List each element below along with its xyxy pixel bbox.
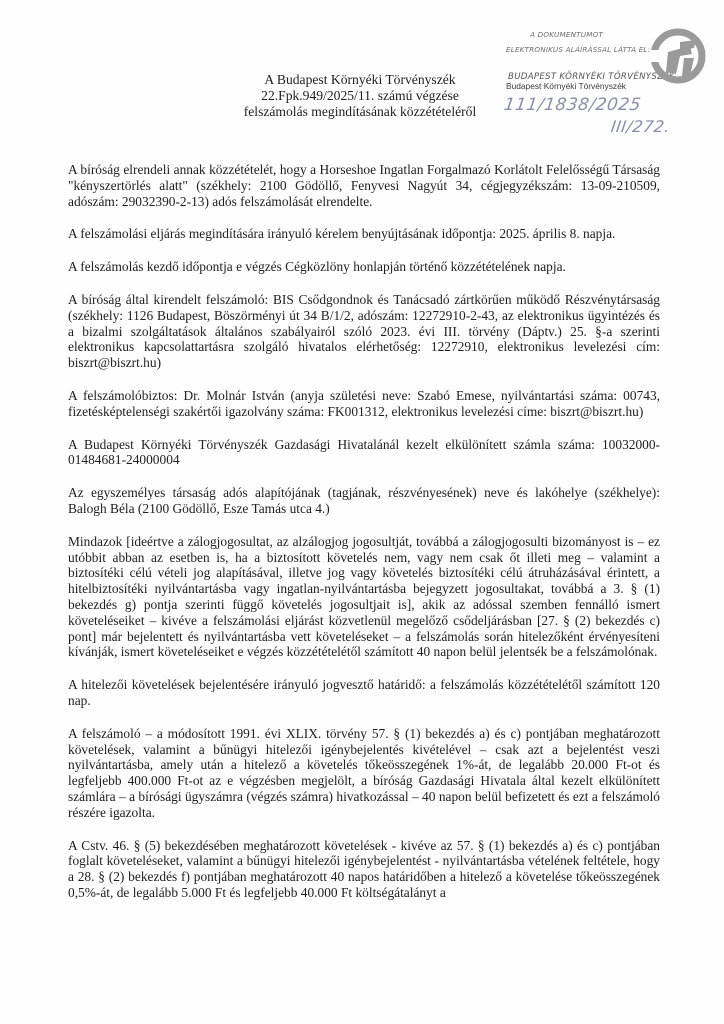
stamp-line-signed: ELEKTRONIKUS ALÁÍRÁSSAL LÁTTA EL: xyxy=(506,45,651,54)
paragraph-liquidator-commissioner: A felszámolóbiztos: Dr. Molnár István (anyja születési neve: Szabó Emese, nyilvántartási száma: 00743, fizetésképtelenségi szakértői igazolvány száma: FK001312, elektronikus levelezési címe: biszrt@biszrt.hu) xyxy=(68,387,660,419)
electronic-signature-stamp xyxy=(478,0,724,140)
paragraph-deadline: A hitelezői követelések bejelentésére irányuló jogvesztő határidő: a felszámolás közzétételétől számított 120 nap. xyxy=(68,677,660,708)
paragraph-request-date: A felszámolási eljárás megindítására irányuló kérelem benyújtásának időpontja: 2025. április 8. napja. xyxy=(68,226,616,242)
paragraph-liquidator: A bíróság által kirendelt felszámoló: BIS Csődgondnok és Tanácsadó zártkörűen működő Részvénytársaság (székhely: 1126 Budapest, Böszörményi út 34 B/1/2, adószám: 12272910-2-43, az elektronikus ügyintézés és a bizalmi szolgáltatások általános szabályairól szóló 2023. évi III. törvény (Dáptv.) 25. §-a szerinti elektronikus kapcsolattartásra szolgáló hivatalos elérhetőség: 12272910, elektronikus levelezési cím: biszrt@biszrt.hu) xyxy=(68,291,660,371)
document-title xyxy=(220,72,500,120)
title-case-number: 22.Fpk.949/2025/11. számú végzése xyxy=(261,88,459,103)
title-subject: felszámolás megindításának közzétételéről xyxy=(243,104,477,119)
handwritten-sub-number: III/272. xyxy=(609,117,672,136)
paragraph-founder: Az egyszemélyes társaság adós alapítójának (tagjának, részvényesének) neve és lakóhelye (székhelye): Balogh Béla (2100 Gödöllő, Esze Tamás utca 4.) xyxy=(68,485,660,516)
handwritten-file-number: 111/1838/2025 xyxy=(502,95,643,115)
title-court: A Budapest Környéki Törvényszék xyxy=(264,72,456,87)
stamp-line-document: A DOKUMENTUMOT xyxy=(530,30,604,39)
stamp-court-name-italic: BUDAPEST KÖRNYÉKI TÖRVÉNYSZÉK xyxy=(508,72,675,82)
paragraph-order: A bíróság elrendeli annak közzétételét, hogy a Horseshoe Ingatlan Forgalmazó Korlátolt Felelősségű Társaság "kényszertörlés alatt" (székhely: 2100 Gödöllő, Fenyvesi Nagyút 34, cégjegyzékszám: 13-09-210509, adószám: 29032390-2-13) adós felszámolását elrendelte. xyxy=(68,162,660,209)
court-seal-logo-icon xyxy=(650,28,706,84)
paragraph-registration-fee: A felszámoló – a módosított 1991. évi XLIX. törvény 57. § (1) bekezdés a) és c) pontjában meghatározott követelések, valamint a bűnügyi hitelezői igénybejelentés kivételével – csak azt a bejelentést veszi nyilvántartásba, amely után a hitelező a követelés tőkeösszegének 1%-át, de legalább 20.000 Ft-ot és legfeljebb 400.000 Ft-ot az e végzésben megjelölt, a bíróság Gazdasági Hivatala által kezelt elkülönített számlára – a bírósági ügyszámra (végzés számra) hivatkozással – 40 napon belül befizetett és ezt a felszámoló részére igazolta. xyxy=(68,725,660,820)
stamp-court-name: Budapest Környéki Törvényszék xyxy=(506,81,626,91)
paragraph-cstv-claims: A Cstv. 46. § (5) bekezdésében meghatározott követelések - kivéve az 57. § (1) bekezdés a) és c) pontjában foglalt követeléseket, valamint a bűnügyi hitelezői igénybejelentést - nyilvántartásba vételének feltétele, hogy a 28. § (2) bekezdés f) pontjában meghatározott 40 napos határidőben a hitelező a követelése tőkeösszegének 0,5%-át, de legalább 5.000 Ft és legfeljebb 40.000 Ft költségátalányt a xyxy=(68,837,660,900)
paragraph-creditors-claims: Mindazok [ideértve a zálogjogosultat, az alzálogjog jogosultját, továbbá a zálogjogosulti bizományost is – ez utóbbit abban az esetben is, ha a biztosított követelés nem, vagy nem csak őt illeti meg – valamint a biztosítéki célú vételi jog alapításával, illetve jog vagy követelés biztosítéki célú átruházásával érintett, a hitelbiztosítéki nyilvántartásba vagy ingatlan-nyilvántartásba bejegyzett jogosultakat, továbbá a 3. § (1) bekezdés g) pontja szerinti függő követelés jogosultjait is], akik az adóssal szemben fennálló ismert követeléseiket – kivéve a felszámolási eljárást közvetlenül megelőző csődeljárásban [27. § (2) bekezdés c) pont] már bejelentett és nyilvántartásba vett követeléseket – a felszámolás során hitelezőként érvényesíteni kívánják, ismert követeléseiket e végzés közzétételétől számított 40 napon belül jelentsék be a felszámolónak. xyxy=(68,533,660,660)
paragraph-bank-account: A Budapest Környéki Törvényszék Gazdasági Hivatalánál kezelt elkülönített számla száma: 10032000-01484681-24000004 xyxy=(68,436,660,468)
paragraph-start-date: A felszámolás kezdő időpontja e végzés Cégközlöny honlapján történő közzétételének napja. xyxy=(68,259,566,275)
document-body xyxy=(68,162,660,918)
